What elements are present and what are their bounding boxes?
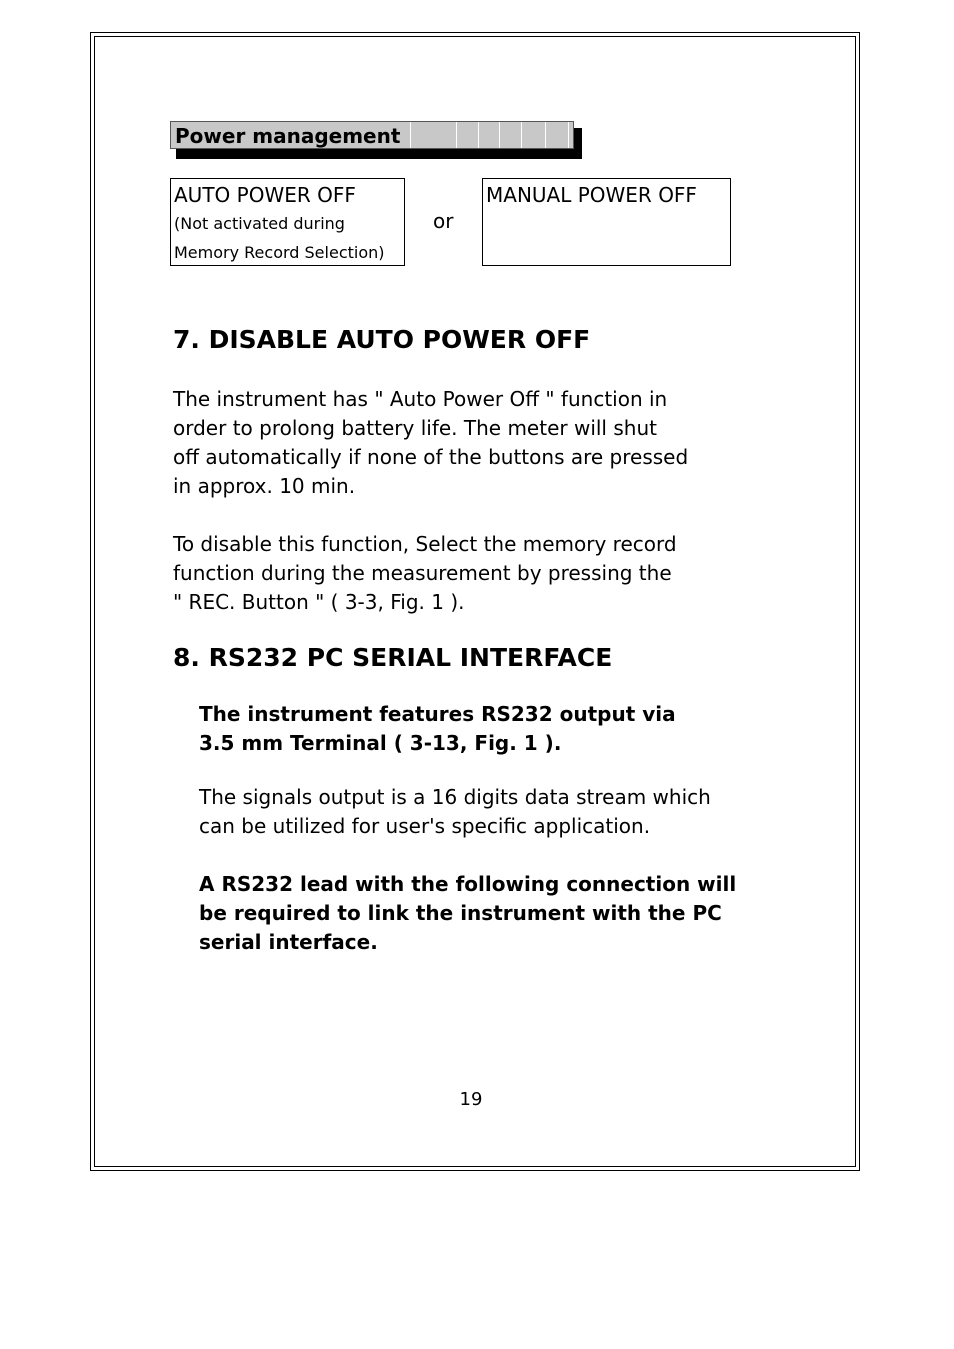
text-line: off automatically if none of the buttons are pressed <box>173 445 689 469</box>
text-line: in approx. 10 min. <box>173 474 356 498</box>
power-management-banner <box>170 121 582 159</box>
section-7-paragraph-1 <box>173 385 688 501</box>
auto-power-off-box <box>170 178 405 266</box>
manual-power-off-heading: MANUAL POWER OFF <box>486 183 697 207</box>
section-8-paragraph-3 <box>199 870 736 957</box>
section-8-paragraph-1 <box>199 700 676 758</box>
section-7-heading: 7. DISABLE AUTO POWER OFF <box>173 325 591 354</box>
text-line: function during the measurement by pressing the <box>173 561 672 585</box>
text-line: 3.5 mm Terminal ( 3-13, Fig. 1 ). <box>199 731 562 755</box>
auto-power-off-note-line1: (Not activated during <box>174 214 345 233</box>
text-line: order to prolong battery life. The meter will shut <box>173 416 657 440</box>
auto-power-off-note-line2: Memory Record Selection) <box>174 243 385 262</box>
section-8-heading: 8. RS232 PC SERIAL INTERFACE <box>173 643 613 672</box>
or-label: or <box>433 209 454 233</box>
text-line: The instrument has " Auto Power Off " function in <box>173 387 668 411</box>
text-line: can be utilized for user's specific application. <box>199 814 651 838</box>
section-8-paragraph-2 <box>199 783 711 841</box>
text-line: serial interface. <box>199 930 378 954</box>
section-7-paragraph-2 <box>173 530 677 617</box>
text-line: be required to link the instrument with the PC <box>199 901 722 925</box>
text-line: A RS232 lead with the following connection will <box>199 872 737 896</box>
auto-power-off-heading: AUTO POWER OFF <box>174 183 356 207</box>
text-line: The signals output is a 16 digits data stream which <box>199 785 711 809</box>
banner-bar <box>170 121 574 149</box>
text-line: To disable this function, Select the memory record <box>173 532 677 556</box>
power-management-title: Power management <box>175 124 401 148</box>
text-line: " REC. Button " ( 3-3, Fig. 1 ). <box>173 590 465 614</box>
text-line: The instrument features RS232 output via <box>199 702 676 726</box>
manual-power-off-box <box>482 178 731 266</box>
page-number: 19 <box>459 1089 483 1110</box>
